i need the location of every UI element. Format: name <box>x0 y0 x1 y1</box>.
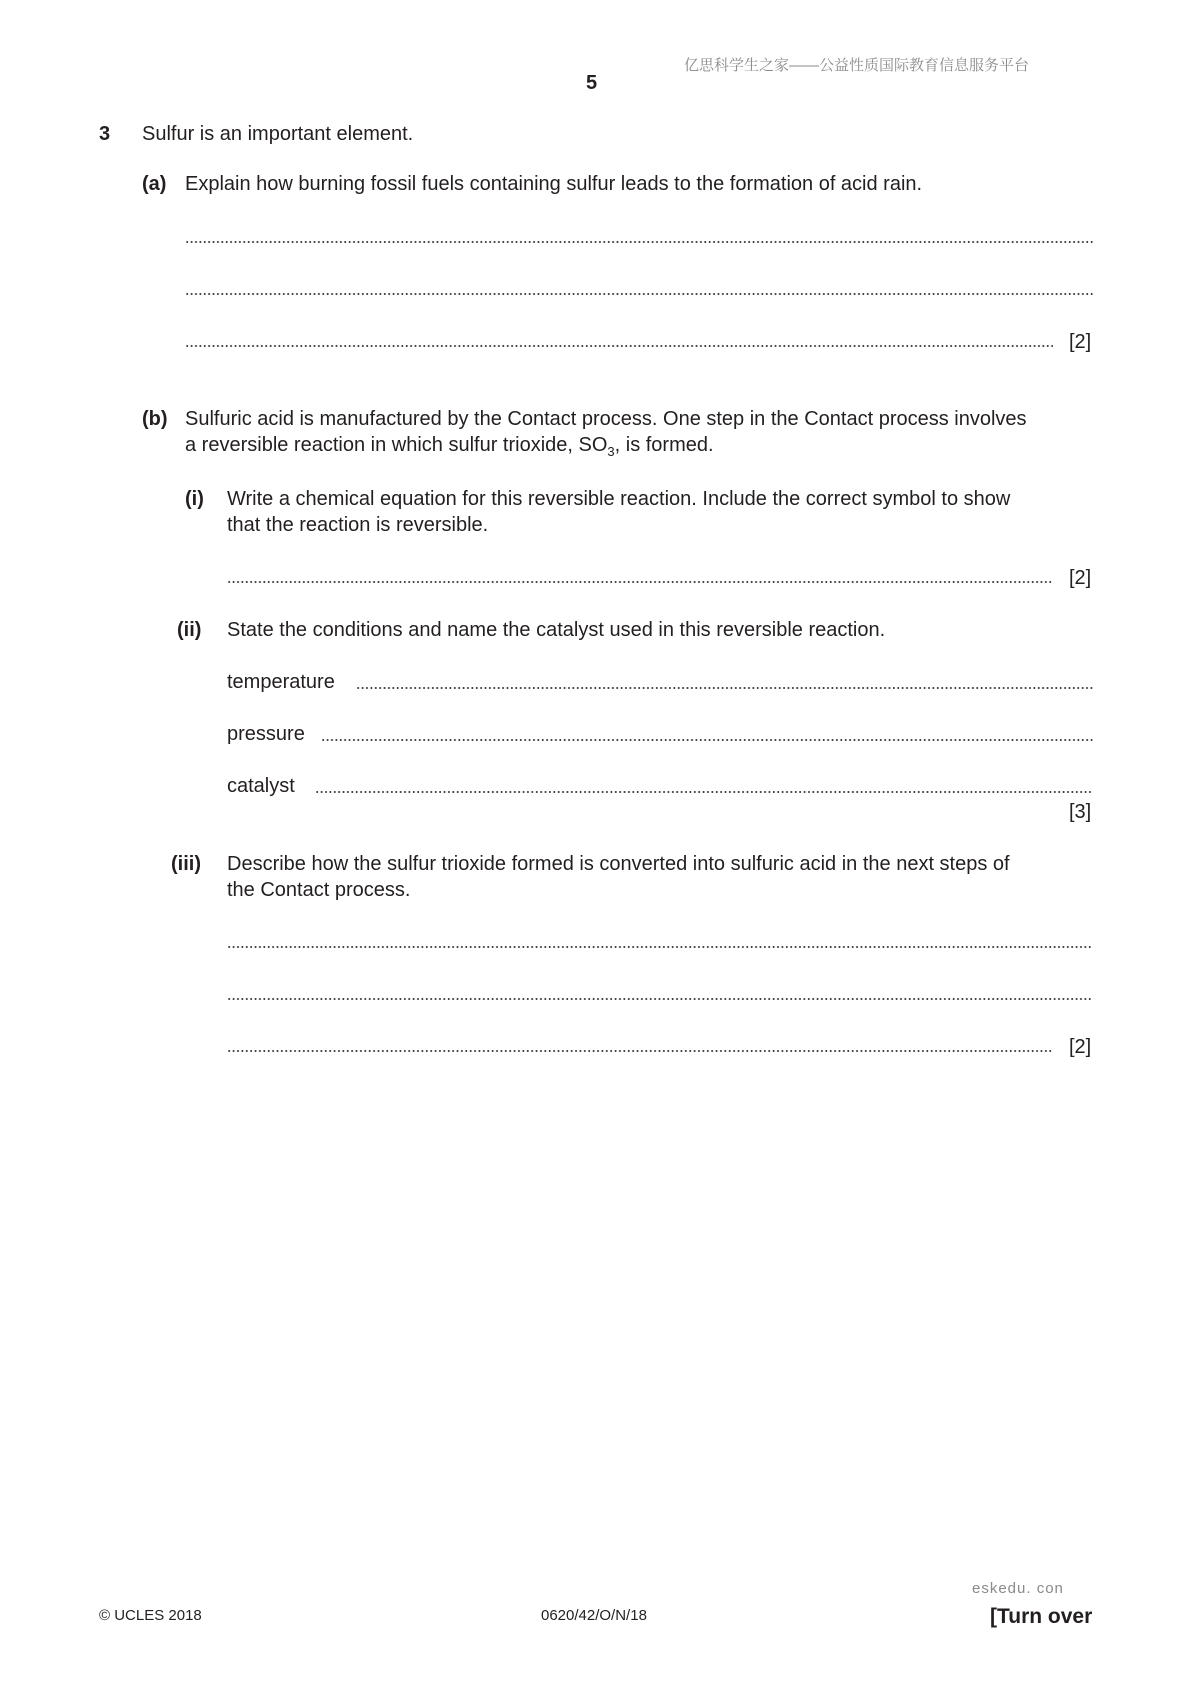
pressure-answer-line[interactable] <box>321 738 1093 742</box>
part-b-subscript: 3 <box>607 444 615 459</box>
copyright: © UCLES 2018 <box>99 1607 202 1624</box>
answer-line-a2[interactable] <box>185 292 1093 296</box>
part-b-text <box>185 406 1104 465</box>
part-b-iii-label: (iii) <box>171 853 201 875</box>
temperature-label: temperature <box>227 671 335 693</box>
part-b-iii-line1: Describe how the sulfur trioxide formed is converted into sulfuric acid in the next steps of <box>227 853 1010 875</box>
answer-line-b-iii-2[interactable] <box>227 997 1093 1001</box>
paper-code: 0620/42/O/N/18 <box>541 1607 647 1624</box>
part-b-i-line2: that the reaction is reversible. <box>227 514 489 536</box>
pressure-label: pressure <box>227 723 305 745</box>
part-b-ii-label: (ii) <box>177 619 202 641</box>
page-number: 5 <box>586 72 598 94</box>
answer-line-b-iii-3[interactable] <box>227 1049 1053 1053</box>
part-a-label: (a) <box>142 173 167 195</box>
part-b-line2-pre: a reversible reaction in which sulfur trioxide, SO <box>185 434 608 456</box>
part-b-iii-line2: the Contact process. <box>227 879 411 901</box>
part-b-ii-text: State the conditions and name the catalyst used in this reversible reaction. <box>227 619 886 641</box>
turn-over: [Turn over <box>990 1605 1093 1628</box>
part-b-iii-marks: [2] <box>1069 1036 1092 1058</box>
temperature-answer-line[interactable] <box>356 686 1093 690</box>
part-b-label: (b) <box>142 408 168 430</box>
answer-line-a1[interactable] <box>185 240 1093 244</box>
part-b-line2 <box>185 432 1104 465</box>
part-b-i-line1: Write a chemical equation for this reversible reaction. Include the correct symbol to show <box>227 488 1011 510</box>
watermark-text: 亿思科学生之家——公益性质国际教育信息服务平台 <box>684 57 1030 74</box>
catalyst-answer-line[interactable] <box>315 790 1093 794</box>
part-b-i-marks: [2] <box>1069 567 1092 589</box>
question-stem: Sulfur is an important element. <box>142 123 414 145</box>
part-b-i-label: (i) <box>185 488 204 510</box>
eskedu-watermark: eskedu. con <box>972 1580 1064 1597</box>
question-number: 3 <box>99 123 111 145</box>
part-b-iii-text <box>227 851 1104 903</box>
part-b-line2-post: , is formed. <box>614 434 714 456</box>
part-a-text: Explain how burning fossil fuels containing sulfur leads to the formation of acid rain. <box>185 173 923 195</box>
part-b-ii-marks: [3] <box>1069 801 1092 823</box>
answer-line-b-iii-1[interactable] <box>227 945 1093 949</box>
part-a-marks: [2] <box>1069 331 1092 353</box>
catalyst-label: catalyst <box>227 775 295 797</box>
answer-line-b-i[interactable] <box>227 580 1053 584</box>
answer-line-a3[interactable] <box>185 344 1053 348</box>
part-b-i-text <box>227 486 1104 538</box>
part-b-line1: Sulfuric acid is manufactured by the Contact process. One step in the Contact process involves <box>185 408 1027 430</box>
